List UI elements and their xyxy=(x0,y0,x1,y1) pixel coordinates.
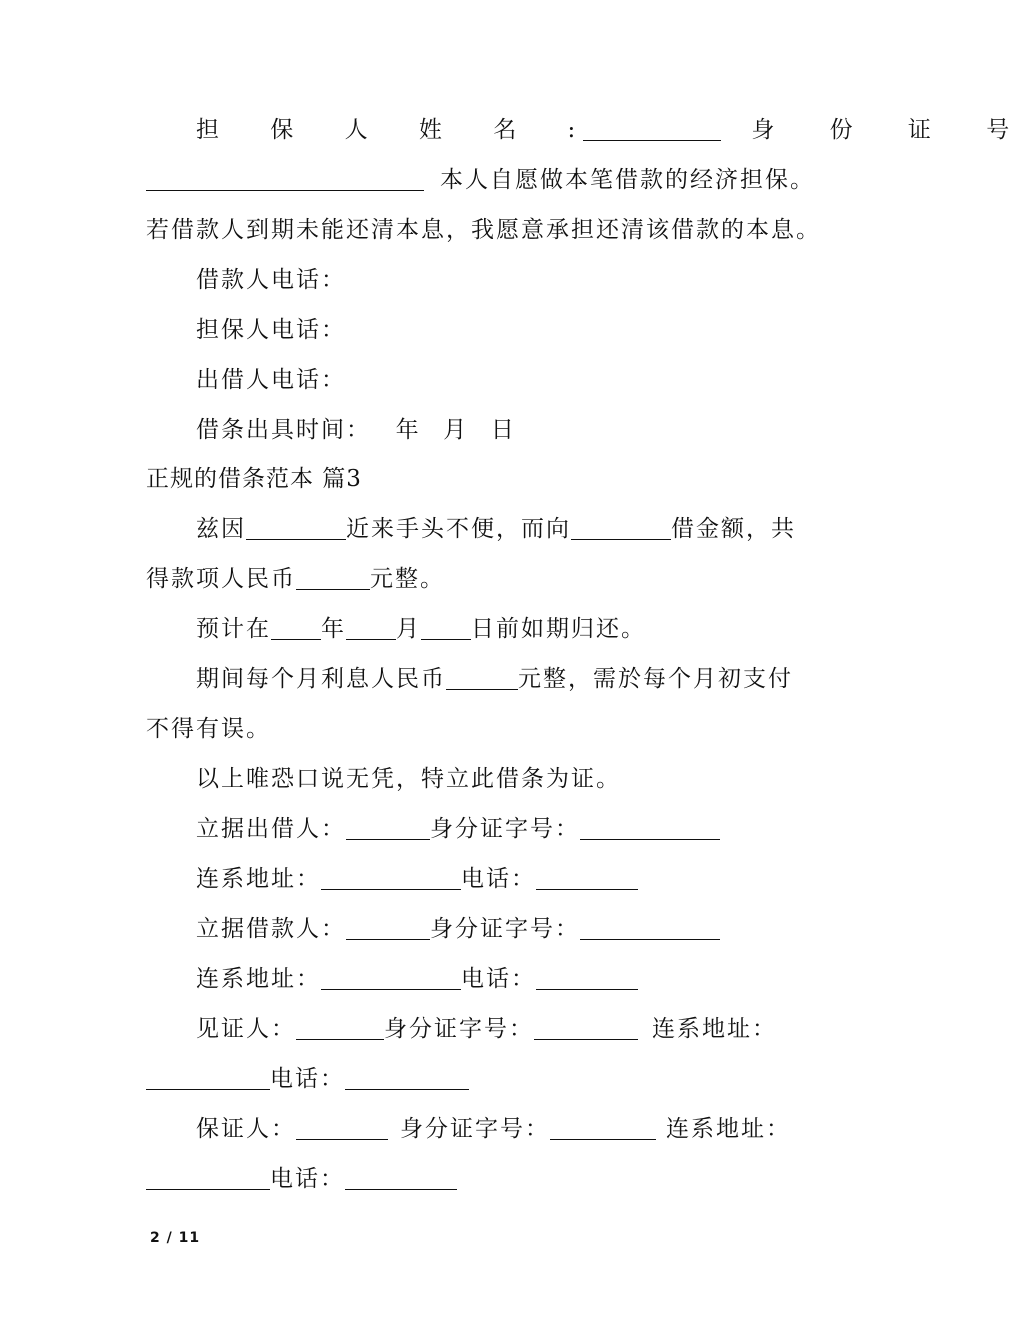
blank-borrower-name xyxy=(346,915,430,940)
p3-text-b: 元整，需於每个月初支付 xyxy=(518,666,793,692)
pledge-text-2: 若借款人到期未能还清本息，我愿意承担还清该借款的本息。 xyxy=(146,217,821,243)
p2-text-c: 月 xyxy=(396,616,421,642)
blank-guarantor-sig-name xyxy=(296,1115,388,1140)
issue-day: 日 xyxy=(490,417,516,443)
blank-lender-address xyxy=(321,865,461,890)
guarantor-name-line xyxy=(196,112,1033,148)
lender-phone-label: 电话： xyxy=(461,866,536,892)
blank-month xyxy=(346,615,396,640)
p2-text-a: 预计在 xyxy=(196,616,271,642)
borrower-label: 立据借款人： xyxy=(196,916,346,942)
guarantor-address-label: 连系地址： xyxy=(666,1116,791,1142)
borrower-phone-label: 电话： xyxy=(461,966,536,992)
p2-text-b: 年 xyxy=(321,616,346,642)
issue-year: 年 xyxy=(395,417,421,443)
guarantor-phone-label: 电话： xyxy=(270,1166,345,1192)
witness-address-label: 连系地址： xyxy=(652,1016,777,1042)
sig-witness-line xyxy=(196,1011,777,1047)
p1-text-c: 借金额，共 xyxy=(671,516,796,542)
p2-text-d: 日前如期归还。 xyxy=(471,616,646,642)
sig-guarantor-line xyxy=(196,1111,791,1147)
lender-phone: 出借人电话： xyxy=(196,367,346,393)
section-title: 正规的借条范本 篇3 xyxy=(146,466,362,492)
guarantor-id-label: 身 份 证 号 xyxy=(751,117,1033,143)
lender-label: 立据出借人： xyxy=(196,816,346,842)
blank-interest xyxy=(446,665,518,690)
sig-guarantor-line2 xyxy=(146,1161,457,1197)
p1-text-a: 兹因 xyxy=(196,516,246,542)
guarantor-pledge-line xyxy=(146,162,815,198)
issue-date-line xyxy=(196,412,516,448)
body-p4: 以上唯恐口说无凭，特立此借条为证。 xyxy=(196,766,621,792)
body-p1-line1 xyxy=(196,511,796,547)
guarantor-name-label: 担 保 人 姓 名 : xyxy=(196,117,598,143)
blank-lender-name xyxy=(346,815,430,840)
witness-phone-label: 电话： xyxy=(270,1066,345,1092)
blank-lender-phone xyxy=(536,865,638,890)
borrower-address-label: 连系地址： xyxy=(196,966,321,992)
blank-guarantor-name xyxy=(583,116,721,141)
body-p3-line1 xyxy=(196,661,793,697)
blank-lender-id xyxy=(580,815,720,840)
pledge-text: 本人自愿做本笔借款的经济担保。 xyxy=(440,167,815,193)
guarantor-id-label-2: 身分证字号： xyxy=(400,1116,550,1142)
borrower-id-label: 身分证字号： xyxy=(430,916,580,942)
body-p1-line2 xyxy=(146,561,445,597)
witness-label: 见证人： xyxy=(196,1016,296,1042)
body-p3-line2: 不得有误。 xyxy=(146,716,271,742)
borrower-phone: 借款人电话： xyxy=(196,267,346,293)
p1-text-e: 元整。 xyxy=(370,566,445,592)
body-p2 xyxy=(196,611,646,647)
blank-witness-name xyxy=(296,1015,384,1040)
sig-lender-line xyxy=(196,811,720,847)
sig-borrower-address-line xyxy=(196,961,638,997)
lender-address-label: 连系地址： xyxy=(196,866,321,892)
blank-witness-phone xyxy=(345,1065,469,1090)
page-indicator: 2 / 11 xyxy=(150,1230,201,1246)
blank-guarantor-sig-phone xyxy=(345,1165,457,1190)
guarantor-label: 保证人： xyxy=(196,1116,296,1142)
sig-lender-address-line xyxy=(196,861,638,897)
blank-guarantor-address xyxy=(146,1165,270,1190)
blank-lender xyxy=(571,515,671,540)
issue-month: 月 xyxy=(443,417,469,443)
blank-witness-id xyxy=(534,1015,638,1040)
lender-id-label: 身分证字号： xyxy=(430,816,580,842)
sig-witness-line2 xyxy=(146,1061,469,1097)
guarantor-phone: 担保人电话： xyxy=(196,317,346,343)
blank-year xyxy=(271,615,321,640)
witness-id-label: 身分证字号： xyxy=(384,1016,534,1042)
sig-borrower-line xyxy=(196,911,720,947)
blank-borrower-address xyxy=(321,965,461,990)
blank-guarantor-sig-id xyxy=(550,1115,656,1140)
blank-borrower xyxy=(246,515,346,540)
blank-borrower-id xyxy=(580,915,720,940)
blank-day xyxy=(421,615,471,640)
blank-amount xyxy=(296,565,370,590)
blank-guarantor-id xyxy=(146,166,424,191)
p1-text-b: 近来手头不便，而向 xyxy=(346,516,571,542)
p1-text-d: 得款项人民币 xyxy=(146,566,296,592)
issue-date-label: 借条出具时间： xyxy=(196,417,371,443)
blank-borrower-phone xyxy=(536,965,638,990)
blank-witness-address xyxy=(146,1065,270,1090)
p3-text-a: 期间每个月利息人民币 xyxy=(196,666,446,692)
